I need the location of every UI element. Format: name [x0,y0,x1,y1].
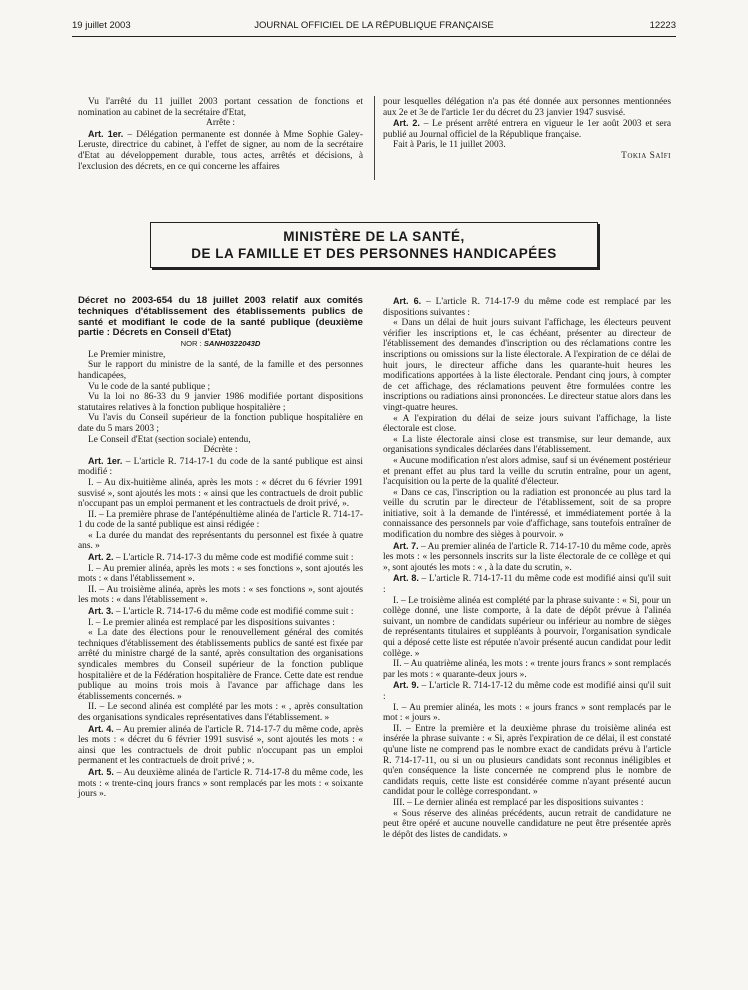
paragraph [383,724,671,798]
header-journal-title: JOURNAL OFFICIEL DE LA RÉPUBLIQUE FRANÇAISE [254,20,494,31]
paragraph [78,382,363,393]
paragraph-text: II. – La première phrase de l'antépénultième alinéa de l'article R. 714-17-1 du code de la santé publique est ainsi rédigée : [78,509,363,531]
article-label: Art. 3. [88,606,114,617]
article-paragraph [383,680,671,702]
article-text: – Délégation permanente est donnée à Mme Sophie Galey-Leruste, directrice du cabinet, à l'effet de signer, au nom de la secrétaire d'Etat au développement durable, tous actes, arrêtés et décisions, à l'exclusion des décrets, en ce qui concerne les affaires [78,129,363,172]
paragraph-text: II. – Le second alinéa est complété par les mots : « , après consultation des organisations syndicales représentatives dans l'établissement. » [78,702,363,723]
article-label: Art. 5. [88,766,114,777]
article-paragraph [78,552,363,564]
paragraph [78,628,363,702]
article-paragraph [78,606,363,618]
paragraph [383,456,671,488]
decree-left-body [78,350,363,800]
paragraph-text: I. – Au dix-huitième alinéa, après les mots : « décret du 6 février 1991 susvisé », sont ajoutés les mots : « ainsi que les contractuels de droit public n'occupant pas un emploi permanent et les contractuels de droit privé, ». [78,477,363,510]
article-label: Art. 4. [88,723,114,734]
article-paragraph [78,724,363,767]
paragraph-text: – Au premier alinéa de l'article R. 714-17-10 du même code, après les mots : « les personnels inscrits sur la liste électorale de ce collège et qui », sont ajoutés les mots : « , à la date du scrutin, ». [383,541,671,573]
article-paragraph [383,118,671,140]
ministry-heading [151,228,597,262]
paragraph [78,702,363,723]
paragraph-text: « Sous réserve des alinéas précédents, aucun retrait de candidature ne peut être opéré et aucune nouvelle candidature ne peut être présentée après le dépôt des listes de candidats. » [383,808,671,840]
paragraph [78,350,363,361]
paragraph [383,798,671,809]
paragraph-text: II. – Au quatrième alinéa, les mots : « trente jours francs » sont remplacés par les mots : « quarante-deux jours ». [383,659,671,680]
article-label: Art. 2. [393,118,420,129]
paragraph-text: Vu le code de la santé publique ; [88,381,211,392]
paragraph-text: III. – Le dernier alinéa est remplacé par les dispositions suivantes : [393,797,644,808]
paragraph [78,478,363,510]
paragraph-text: – L'article R. 714-17-3 du même code est modifié comme suit : [113,553,354,564]
article-paragraph [78,456,363,478]
paragraph [383,488,671,541]
paragraph: pour lesquelles délégation n'a pas été donnée aux personnes mentionnées aux 2e et 3e de l'article 1er du décret du 23 janvier 1947 susvisé. [383,97,671,118]
nor-code: SANH0322043D [203,339,261,349]
signature: Tokia Saïfi [621,150,671,161]
paragraph-text: Vu l'avis du Conseil supérieur de la fonction publique hospitalière en date du 5 mars 2003 ; [78,413,363,434]
paragraph: Vu l'arrêté du 11 juillet 2003 portant cessation de fonctions et nomination au cabinet de la secrétaire d'Etat, [78,97,363,118]
paragraph [78,360,363,381]
paragraph [383,435,671,456]
top-right-column [383,97,671,162]
paragraph [78,445,363,456]
article-text: – Le présent arrêté entrera en vigueur le 1er août 2003 et sera publié au Journal officiel de la République française. [383,119,671,140]
article-paragraph [383,541,671,574]
paragraph-text: – L'article R. 714-17-11 du même code est modifié ainsi qu'il suit : [383,574,671,596]
paragraph [78,618,363,629]
paragraph [383,809,671,841]
place-date: Fait à Paris, le 11 juillet 2003. [393,140,506,151]
paragraph [383,659,671,680]
article-label: Art. 1er. [88,455,123,466]
paragraph-text: – Au deuxième alinéa de l'article R. 714-17-8 du même code, les mots : « trente-cinq jours francs » sont remplacés par les mots : « soixante jours ». [78,767,363,800]
article-label: Art. 9. [393,680,419,691]
article-paragraph [383,296,671,318]
article-label: Art. 6. [393,296,422,306]
article-paragraph [78,129,363,172]
ministry-line-1: MINISTÈRE DE LA SANTÉ, [283,229,465,244]
paragraph [78,510,363,531]
ministry-line-2: DE LA FAMILLE ET DES PERSONNES HANDICAPÉES [191,246,557,261]
article-label: Art. 8. [393,573,419,584]
nor-reference [78,339,363,350]
paragraph-text: « Aucune modification n'est alors admise, sauf si un événement postérieur et prenant effet au plus tard la veille du scrutin entraîne, pour un agent, l'acquisition ou la perte de la qualité d'électeur. [383,455,671,488]
paragraph [78,564,363,585]
paragraph-text: « La liste électorale ainsi close est transmise, sur leur demande, aux organisations syndicales déclarées dans l'établissement. [383,434,671,456]
paragraph [383,318,671,413]
article-label: Art. 2. [88,552,114,563]
paragraph-text: I. – Le troisième alinéa est complété par la phrase suivante : « Si, pour un collège donné, une liste comporte, à la date de dépôt prévue à l'alinéa suivant, un nombre de candidats supérieur ou inférieur au nombre de sièges de représentants titulaires et suppléants à pourvoir, l'organisation syndicale qui a déposé cette liste est réputée n'avoir présenté aucun candidat pour ledit collège. » [383,595,671,659]
article-paragraph [383,573,671,595]
paragraph [383,596,671,660]
header-rule [72,36,676,37]
paragraph [78,413,363,434]
paragraph [78,435,363,446]
article-paragraph [78,767,363,800]
arrete-label: Arrête : [206,118,235,129]
article-label: Art. 1er. [88,128,124,139]
paragraph-text: Sur le rapport du ministre de la santé, de la famille et des personnes handicapées, [78,360,363,381]
paragraph-text: I. – Au premier alinéa, après les mots : « ses fonctions », sont ajoutés les mots : « dans l'établissement ». [78,563,363,585]
paragraph [383,703,671,724]
paragraph-text: Le Premier ministre, [88,349,166,360]
decree-right-body [383,296,671,840]
page-header [72,20,676,34]
paragraph-text: Le Conseil d'Etat (section sociale) entendu, [88,434,251,445]
header-date: 19 juillet 2003 [72,20,131,31]
paragraph-text: I. – Au premier alinéa, les mots : « jours francs » sont remplacés par le mot : « jours ». [383,702,671,724]
paragraph [383,414,671,435]
article-label: Art. 7. [393,540,419,551]
decree-left-column [78,296,363,800]
paragraph-text: Vu la loi no 86-33 du 9 janvier 1986 modifiée portant dispositions statutaires relatives à la fonction publique hospitalière ; [78,392,363,413]
paragraph-text: « Dans un délai de huit jours suivant l'affichage, les électeurs peuvent vérifier les inscriptions et, le cas échéant, présenter au directeur de l'établissement des demandes d'inscription ou des réclamations contre les inscriptions ou omissions sur la liste électorale. A l'expiration de ce délai de huit jours, le directeur affiche dans les quarante-huit heures les modifications apportées à la liste électorale. Pendant cinq jours, à compter de cet affichage, des réclamations peuvent être formulées contre les inscriptions ou radiations ainsi prononcées. Le directeur statue alors dans les vingt-quatre heures. [383,318,671,413]
ministry-heading-box [150,222,598,268]
paragraph-text: « A l'expiration du délai de seize jours suivant l'affichage, la liste électorale est close. [383,413,671,435]
paragraph-text: « La durée du mandat des représentants du personnel est fixée à quatre ans. » [78,530,363,552]
paragraph-text: « La date des élections pour le renouvellement général des comités techniques d'établissement des établissements publics de santé est fixée par arrêté du ministre chargé de la santé, après consultation des organisations syndicales membres du Conseil supérieur de la fonction publique hospitalière et de la Fédération hospitalière de France. Cette date est rendue publique au moins trois mois à l'avance par affichage dans les établissements concernés. » [78,628,363,702]
paragraph-text: – L'article R. 714-17-9 du même code est remplacé par les dispositions suivantes : [383,297,671,318]
column-separator [374,96,375,180]
top-left-column [78,97,363,172]
paragraph [78,392,363,413]
paragraph-text: – L'article R. 714-17-6 du même code est modifié comme suit : [113,607,354,618]
header-page-number: 12223 [649,20,676,31]
paragraph-text: « Dans ce cas, l'inscription ou la radiation est prononcée au plus tard la veille du scrutin par le directeur de l'établissement, soit de sa propre initiative, soit à la demande de l'intéressé, et immédiatement portée à la connaissance des personnels par voie d'affichage, sans toutefois entraîner de modification du nombre des sièges à pourvoir. » [383,487,671,541]
paragraph-text: II. – Entre la première et la deuxième phrase du troisième alinéa est insérée la phrase suivante : « Si, après l'expiration de ce délai, il est constaté qu'une liste ne comprend pas le nombre exact de candidats prévu à l'article R. 714-17-11, ou si un ou plusieurs candidats sont reconnus inéligibles et qu'en conséquence la liste concernée ne comprend plus le nombre de candidats requis, cette liste est considérée comme n'ayant présenté aucun candidat pour le collège correspondant. » [383,723,671,798]
paragraph-text: II. – Au troisième alinéa, après les mots : « ses fonctions », sont ajoutés les mots : « dans l'établissement ». [78,584,363,606]
decree-right-column [383,296,671,840]
paragraph [78,585,363,606]
nor-label: NOR : [180,339,204,349]
paragraph-text: – L'article R. 714-17-12 du même code est modifié ainsi qu'il suit : [383,681,671,702]
paragraph [78,531,363,552]
paragraph-text: – Au premier alinéa de l'article R. 714-17-7 du même code, après les mots : « décret du 6 février 1991 susvisé », sont ajoutés les mots : « ainsi que les contractuels de droit public n'occupant pas un emploi permanent et les contractuels de droit privé ; ». [78,724,363,767]
paragraph-text: Décrète : [203,445,238,456]
paragraph-text: I. – Le premier alinéa est remplacé par les dispositions suivantes : [88,617,335,628]
paragraph-text: – L'article R. 714-17-1 du code de la santé publique est ainsi modifié : [78,456,363,478]
decree-title: Décret no 2003-654 du 18 juillet 2003 relatif aux comités techniques d'établissement des établissements publics de santé et modifiant le code de la santé publique (deuxième partie : Décrets en Conseil d'Etat) [78,295,363,339]
